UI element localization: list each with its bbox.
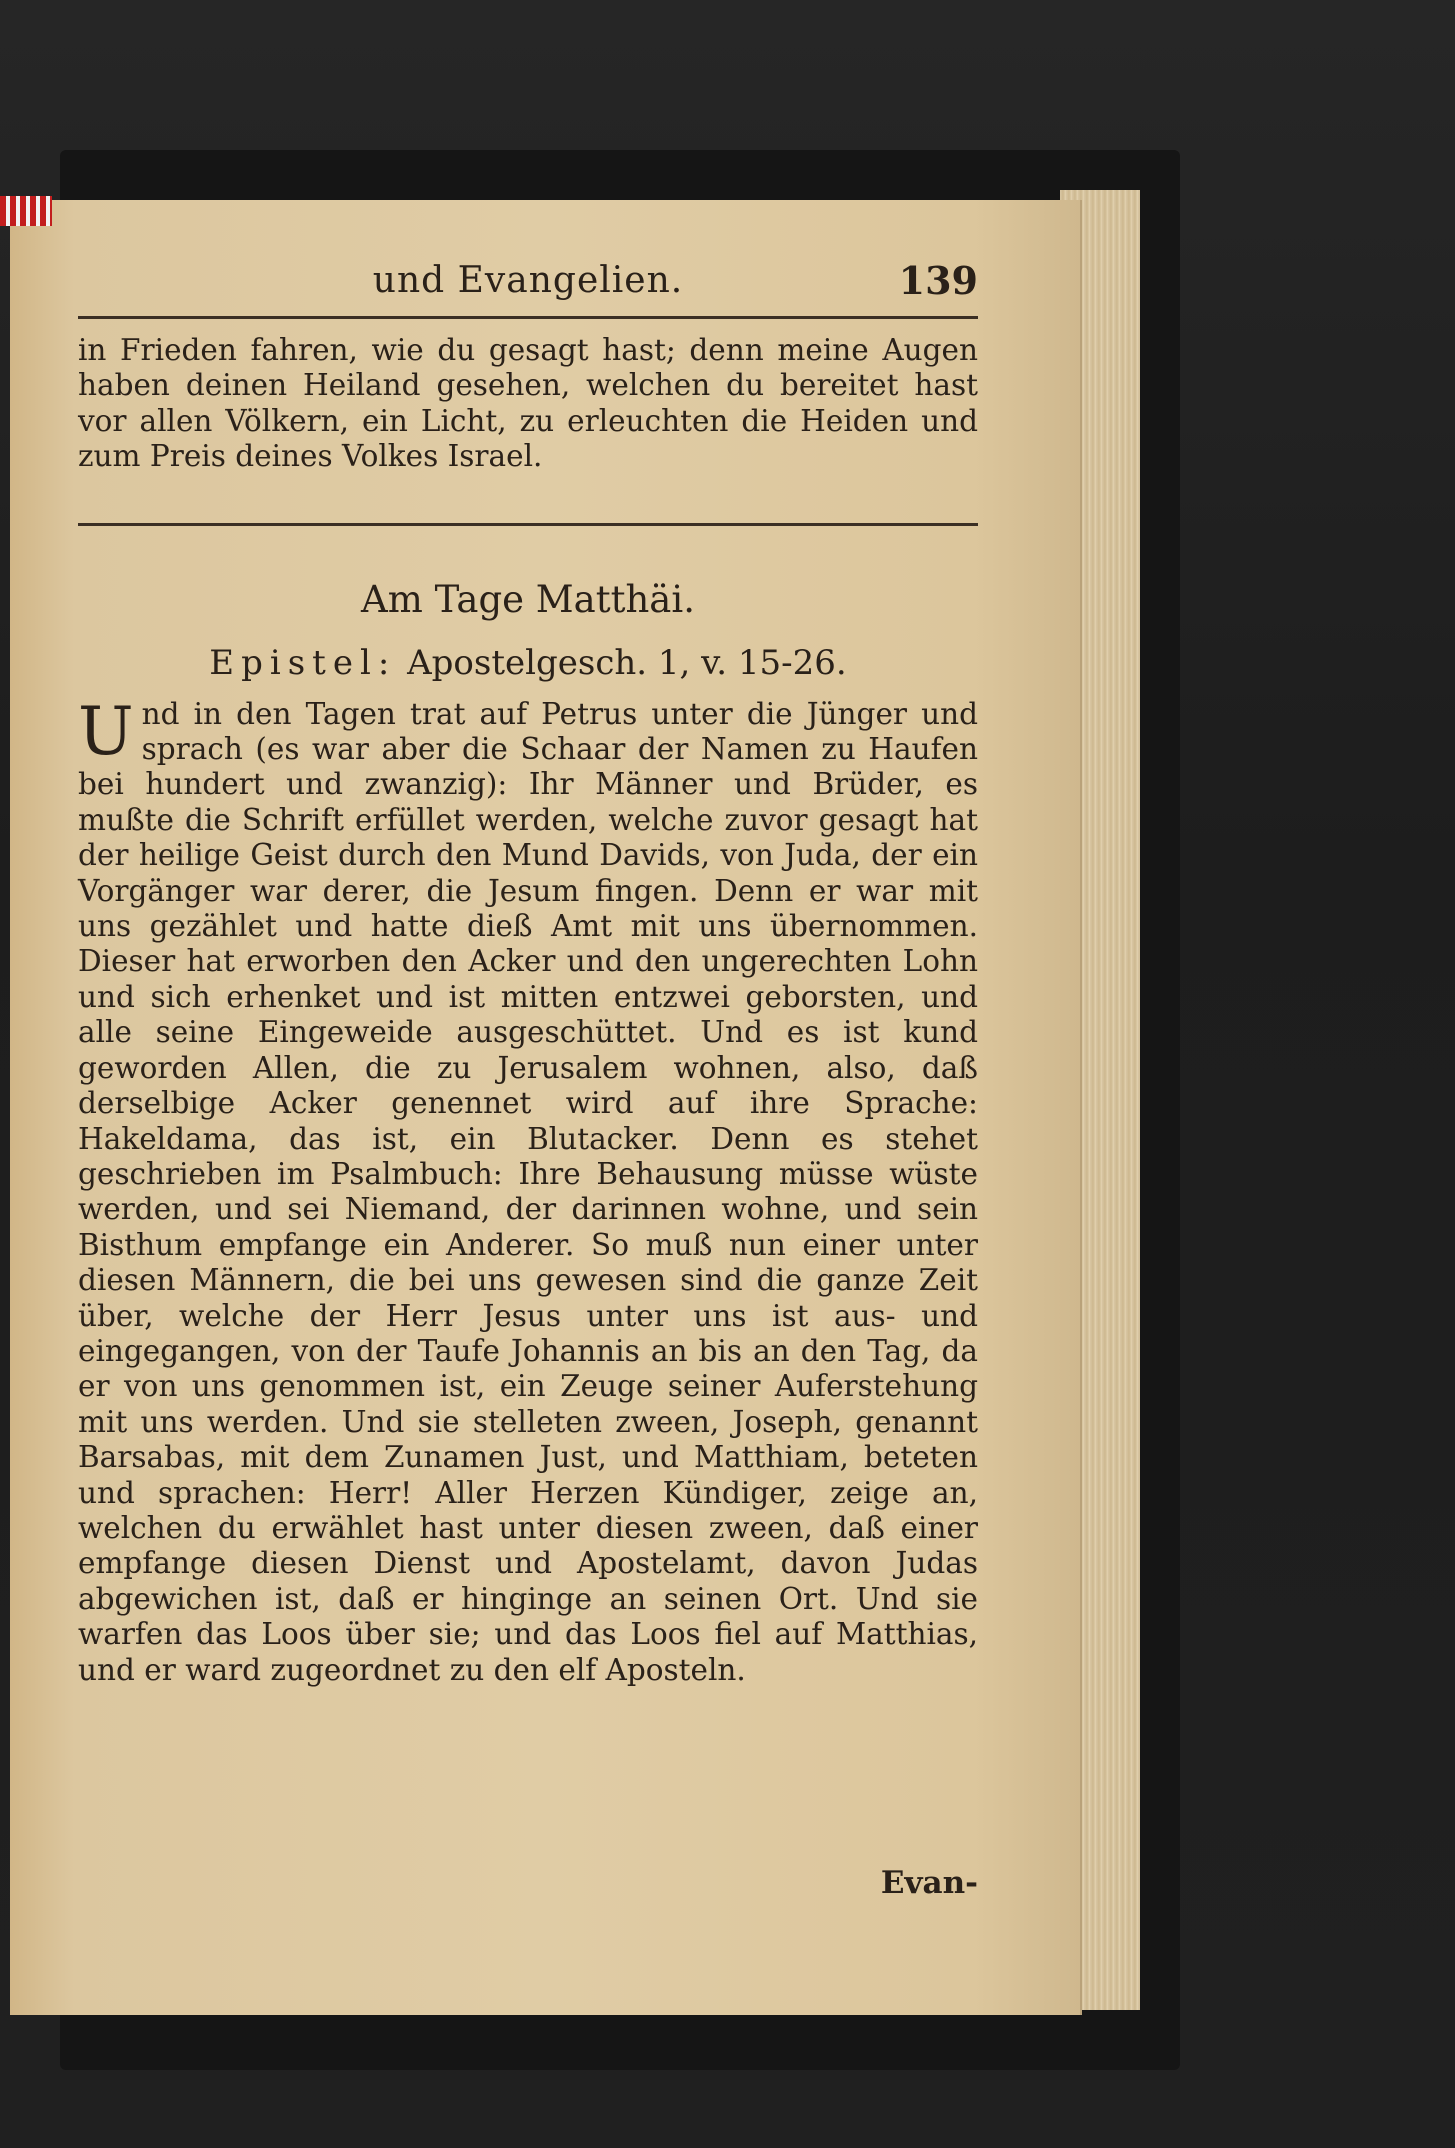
epistle-heading xyxy=(78,643,978,683)
page-number: 139 xyxy=(898,258,978,303)
text-block xyxy=(78,250,978,1901)
bookmark-ribbon xyxy=(0,196,52,226)
running-title: und Evangelien. xyxy=(372,260,684,301)
section-divider xyxy=(78,523,978,526)
book-page xyxy=(10,200,1082,2015)
top-paragraph: in Frieden fahren, wie du gesagt hast; denn meine Augen haben deinen Heiland gesehen, welchen du bereitet hast vor allen Völkern, ein Licht, zu erleuchten die Heiden und zum Preis deines Volkes Israel. xyxy=(78,333,978,474)
epistle-text xyxy=(78,692,978,1688)
epistle-body: nd in den Tagen trat auf Petrus unter die Jünger und sprach (es war aber die Schaar der Namen zu Haufen bei hundert und zwanzig): Ihr Männer und Brüder, es mußte die Schrift erfüllet werden, welche zuvor gesagt hat der heilige Geist durch den Mund Davids, von Juda, der ein Vorgänger war derer, die Jesum fingen. Denn er war mit uns gezählet und hatte dieß Amt mit uns übernommen. Dieser hat erworben den Acker und den ungerechten Lohn und sich erhenket und ist mitten entzwei geborsten, und alle seine Eingeweide ausgeschüttet. Und es ist kund geworden Allen, die zu Jerusalem wohnen, also, daß derselbige Acker genennet wird auf ihre Sprache: Hakeldama, das ist, ein Blutacker. Denn es stehet geschrieben im Psalmbuch: Ihre Behausung müsse wüste werden, und sei Niemand, der darinnen wohne, und sein Bisthum empfange ein Anderer. So muß nun einer unter diesen Männern, die bei uns gewesen sind die ganze Zeit über, welche der Herr Jesus unter uns ist aus- und eingegangen, von der Taufe Johannis an bis an den Tag, da er von uns genommen ist, ein Zeuge seiner Auferstehung mit uns werden. Und sie stelleten zween, Joseph, genannt Barsabas, mit dem Zunamen Just, und Matthiam, beteten und sprachen: Herr! Aller Herzen Kündiger, zeige an, welchen du erwählet hast unter diesen zween, daß einer empfange diesen Dienst und Apostelamt, davon Judas abgewichen ist, daß er hinginge an seinen Ort. Und sie warfen das Loos über sie; und das Loos fiel auf Matthias, und er ward zugeordnet zu den elf Aposteln. xyxy=(78,696,978,1687)
catchword: Evan- xyxy=(880,1865,978,1901)
epistle-reference: Apostelgesch. 1, v. 15-26. xyxy=(407,642,847,683)
section-title: Am Tage Matthäi. xyxy=(361,577,695,621)
running-head xyxy=(78,250,978,319)
initial-capital: U xyxy=(78,692,134,770)
epistle-label: Epistel: xyxy=(209,642,397,683)
